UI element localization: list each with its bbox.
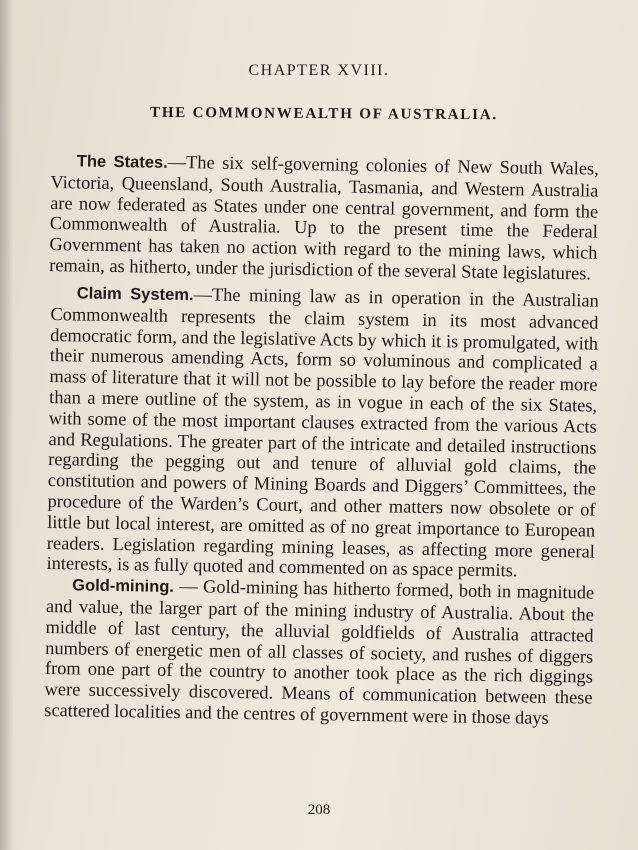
chapter-heading: CHAPTER XVIII.: [248, 62, 390, 79]
paragraph-heading: Claim System.: [76, 284, 194, 305]
paragraph-text: — Gold-mining has hitherto formed, both in magnitude and value, the larger part of the mining industry of Australia. About the middle of last century, the alluvial goldfields of Australia attracted numbers of energetic men of all classes of society, and rushes of diggers from one part of the country to another took place as the rich diggings were successively discovered. Means of communication between these scattered localities and the centres of government were in those days: [44, 576, 595, 728]
body-text-lower: [44, 282, 599, 729]
page-number: 208: [307, 802, 331, 818]
page-gutter-shadow: [0, 0, 14, 850]
paragraph-heading: Gold-mining.: [72, 576, 175, 597]
paragraph-text: —The six self-governing colonies of New South Wales, Victoria, Queensland, South Australia, Tasmania, and Western Australia are now federated as States under one central government, and form the Commonwealth of Australia. Up to the present time the Federal Government has taken no action with regard to the mining laws, which remain, as hitherto, under the jurisdiction of the several State legislatures.: [49, 151, 599, 284]
paragraph-heading: The States.: [76, 152, 168, 172]
paragraph-text: —The mining law as in operation in the Australian Commonwealth represents the claim system in its most advanced democratic form, and the legislative Acts by which it is promulgated, with their numerous amending Acts, form so voluminous and complicated a mass of literature that it will not be possible to lay before the reader more than a mere outline of the system, as in vogue in each of the six States, with some of the most important clauses extracted from the various Acts and Regulations. The greater part of the intricate and detailed instructions regarding the pegging out and tenure of alluvial gold claims, the constitution and powers of Mining Boards and Diggers’ Committees, the procedure of the Warden’s Court, and other matters now obsolete or of little but local interest, are omitted as of no great importance to European readers. Legislation regarding mining leases, as affecting more general interests, is as fully quoted and commented on as space permits.: [46, 284, 599, 581]
chapter-title: THE COMMONWEALTH OF AUSTRALIA.: [149, 104, 499, 124]
paragraph-the-states: [49, 150, 599, 284]
paragraph-claim-system: [46, 282, 599, 583]
paragraph-gold-mining: [44, 574, 594, 729]
body-text-upper: [49, 150, 599, 284]
